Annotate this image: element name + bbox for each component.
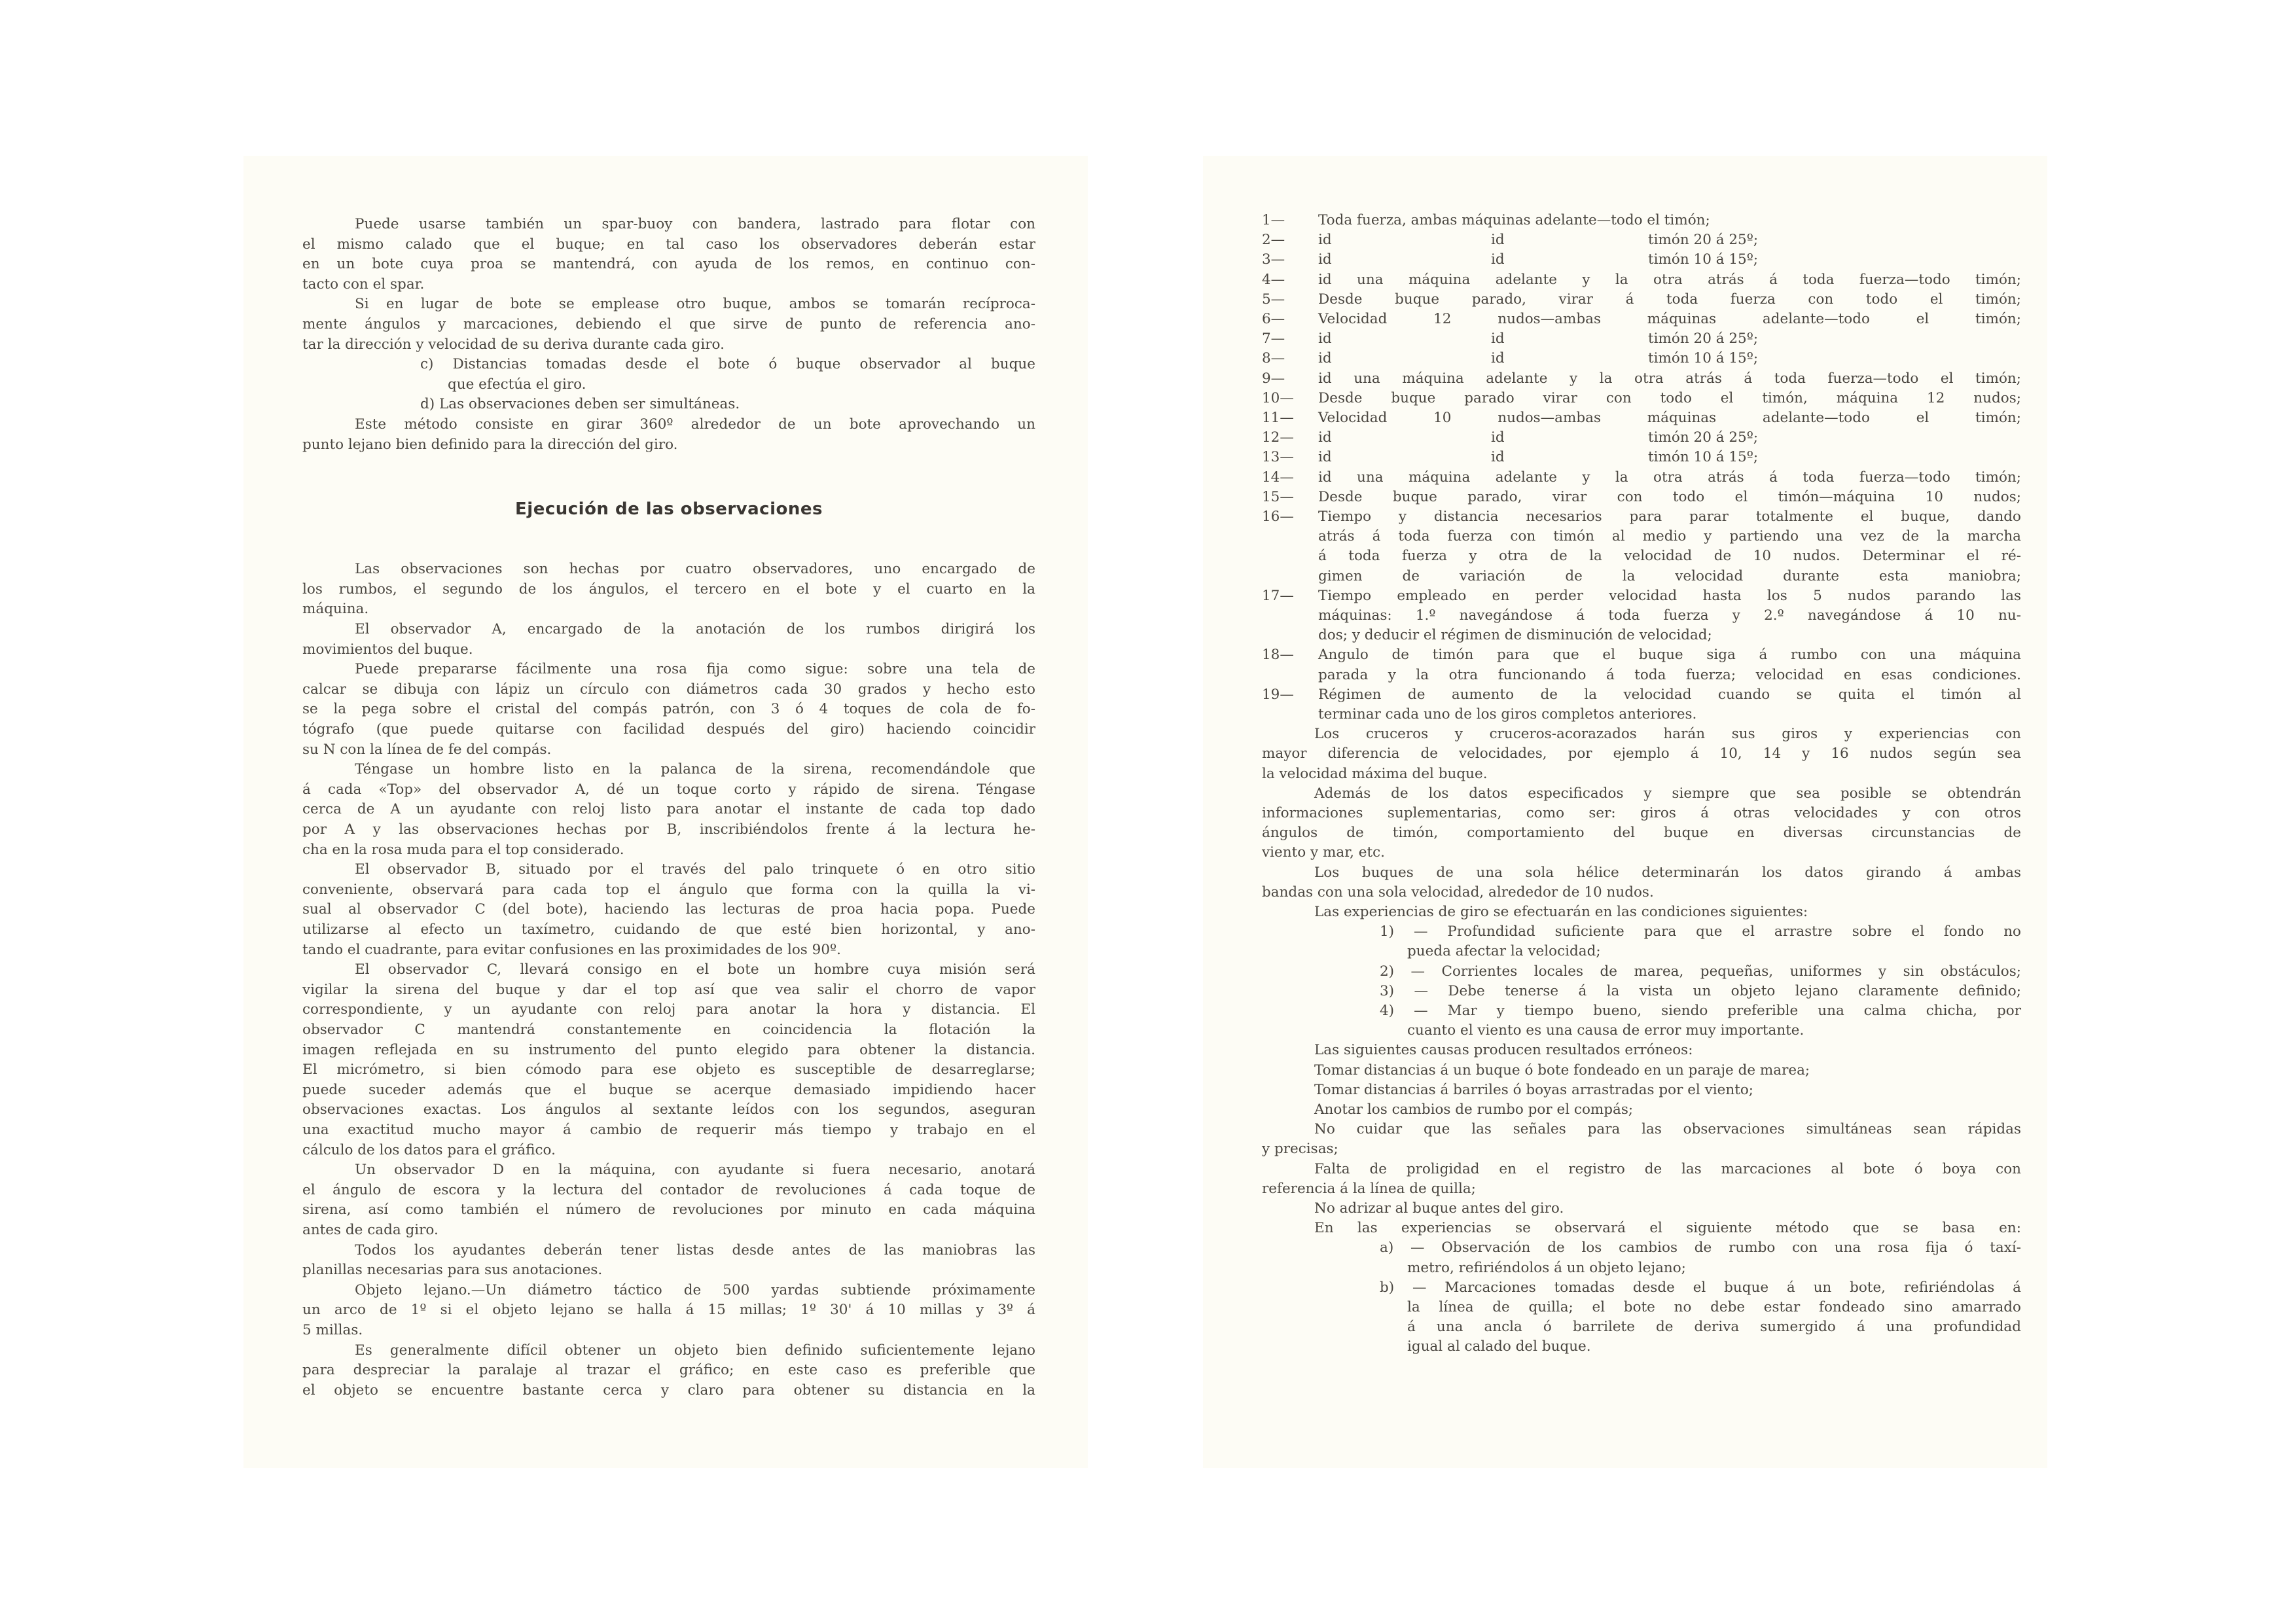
text-line: mente ángulos y marcaciones, debiendo el que sirve de punto de referencia ano- (302, 316, 1035, 332)
list-item (1262, 507, 2021, 527)
text-line: El observador C, llevará consigo en el bote un hombre cuya misión será (355, 961, 1035, 978)
item-text: á toda fuerza y otra de la velocidad de 10 nudos. Determinar el ré- (1318, 548, 2021, 565)
item-number: 11— (1262, 410, 1294, 426)
list-item (1262, 349, 2021, 368)
text-line: Téngase un hombre listo en la palanca de la sirena, recomendándole que (355, 761, 1035, 778)
text-line: 3) — Debe tenerse á la vista un objeto lejano claramente definido; (1380, 982, 2021, 999)
text-line: Todos los ayudantes deberán tener listas desde antes de las maniobras las (355, 1241, 1035, 1258)
item-text: id una máquina adelante y la otra atrás á toda fuerza—todo timón; (1318, 469, 2021, 486)
item-number: 7— (1262, 330, 1285, 348)
item-text: Angulo de timón para que el buque siga á rumbo con una máquina (1318, 647, 2021, 664)
list-item (1262, 428, 2021, 448)
text-line: la velocidad máxima del buque. (1262, 765, 1488, 782)
text-line: antes de cada giro. (302, 1222, 439, 1238)
item-text: id (1318, 350, 1332, 367)
item-number: 12— (1262, 429, 1294, 446)
text-line: Si en lugar de bote se emplease otro buque, ambos se tomarán recíproca- (355, 296, 1035, 313)
item-number: 4— (1262, 271, 1285, 288)
text-line: c) Distancias tomadas desde el bote ó buque observador al buque (420, 356, 1035, 373)
list-item (1262, 250, 2021, 270)
text-line: referencia á la línea de quilla; (1262, 1180, 1476, 1197)
list-item (1262, 408, 2021, 428)
text-line: vigilar la sirena del buque y dar el top así que vea salir el chorro de vapor (302, 981, 1035, 998)
text-line: puede suceder además que el buque se acerque demasiado impidiendo hacer (302, 1081, 1035, 1098)
item-rudder: timón 20 á 25º; (1648, 330, 1759, 348)
list-item (1262, 666, 2021, 685)
text-line: Los cruceros y cruceros-acorazados harán sus giros y experiencias con (1314, 726, 2021, 743)
text-line: en un bote cuya proa se mantendrá, con ayuda de los remos, en continuo con- (302, 256, 1035, 273)
left-page (243, 156, 1088, 1468)
list-item (1262, 606, 2021, 626)
text-line: la línea de quilla; el bote no debe estar fondeado sino amarrado (1407, 1299, 2021, 1315)
list-item (1262, 546, 2021, 566)
text-line: viento y mar, etc. (1262, 844, 1386, 861)
item-text: id una máquina adelante y la otra atrás á toda fuerza—todo timón; (1318, 271, 2021, 288)
item-text: Tiempo empleado en perder velocidad hasta los 5 nudos parando las (1318, 587, 2021, 604)
item-number: 15— (1262, 488, 1294, 505)
item-rudder: timón 10 á 15º; (1648, 251, 1759, 268)
list-item (1262, 586, 2021, 606)
text-line: pueda afectar la velocidad; (1407, 943, 1601, 960)
text-line: cha en la rosa muda para el top considerado. (302, 841, 624, 858)
item-ditto: id (1491, 350, 1505, 367)
item-rudder: timón 10 á 15º; (1648, 350, 1759, 367)
item-text: id (1318, 429, 1332, 446)
list-item (1262, 567, 2021, 586)
text-line: á cada «Top» del observador A, dé un toque corto y rápido de sirena. Téngase (302, 781, 1035, 798)
item-number: 17— (1262, 587, 1294, 604)
list-item (1262, 211, 2021, 230)
item-text: id (1318, 449, 1332, 466)
item-text: Desde buque parado, virar á toda fuerza con todo el timón; (1318, 291, 2021, 308)
text-line: Es generalmente difícil obtener un objeto bien definido suficientemente lejano (355, 1342, 1035, 1359)
text-line: calcar se dibuja con lápiz un círculo con diámetros cada 30 grados y hecho esto (302, 681, 1035, 698)
text-line: y precisas; (1262, 1141, 1338, 1158)
item-text: parada y la otra funcionando á toda fuerza; velocidad en esas condiciones. (1318, 666, 2021, 683)
text-line: Las observaciones son hechas por cuatro observadores, uno encargado de (355, 561, 1035, 578)
item-number: 19— (1262, 686, 1294, 703)
text-line: informaciones suplementarias, como ser: giros á otras velocidades y con otros (1262, 805, 2021, 821)
item-text: id una máquina adelante y la otra atrás á toda fuerza—todo el timón; (1318, 370, 2021, 387)
item-number: 6— (1262, 311, 1285, 327)
text-line: tógrafo (que puede quitarse con facilidad después del giro) haciendo coincidir (302, 721, 1035, 738)
text-line: El observador B, situado por el través del palo trinquete ó en otro sitio (355, 861, 1035, 878)
item-ditto: id (1491, 232, 1505, 249)
text-line: Tomar distancias á barriles ó boyas arrastradas por el viento; (1314, 1081, 1754, 1098)
item-ditto: id (1491, 429, 1505, 446)
text-line: Objeto lejano.—Un diámetro táctico de 500 yardas subtiende próximamente (355, 1281, 1035, 1298)
item-number: 9— (1262, 370, 1285, 387)
item-number: 8— (1262, 350, 1285, 367)
item-text: Velocidad 12 nudos—ambas máquinas adelante—todo el timón; (1318, 311, 2021, 327)
text-line: El micrómetro, si bien cómodo para ese objeto es susceptible de desarreglarse; (302, 1061, 1035, 1079)
text-line: utilizarse al efecto un taxímetro, cuidando de que esté bien horizontal, y ano- (302, 921, 1035, 938)
item-number: 5— (1262, 291, 1285, 308)
list-item (1262, 448, 2021, 467)
item-text: id (1318, 232, 1332, 249)
list-item (1262, 230, 2021, 250)
list-item (1262, 527, 2021, 546)
list-item (1262, 270, 2021, 290)
text-line: metro, refiriéndolos á un objeto lejano; (1407, 1259, 1686, 1276)
text-line: cálculo de los datos para el gráfico. (302, 1141, 556, 1158)
item-text: Toda fuerza, ambas máquinas adelante—todo el timón; (1318, 212, 1710, 228)
item-ditto: id (1491, 251, 1505, 268)
item-number: 2— (1262, 232, 1285, 249)
text-line: sual al observador C (del bote), haciendo las lecturas de proa hacia popa. Puede (302, 901, 1035, 918)
list-item (1262, 329, 2021, 349)
item-ditto: id (1491, 449, 1505, 466)
list-item (1262, 468, 2021, 488)
item-number: 10— (1262, 389, 1294, 406)
text-line: Un observador D en la máquina, con ayudante si fuera necesario, anotará (355, 1162, 1035, 1179)
text-line: á una ancla ó barrilete de deriva sumergido á una profundidad (1407, 1319, 2021, 1336)
text-line: movimientos del buque. (302, 641, 473, 658)
text-line: se la pega sobre el cristal del compás patrón, con 3 ó 4 toques de cola de fo- (302, 701, 1035, 718)
text-line: el mismo calado que el buque; en tal caso los observadores deberán estar (302, 236, 1035, 253)
item-text: Desde buque parado virar con todo el timón, máquina 12 nudos; (1318, 389, 2021, 406)
text-line: igual al calado del buque. (1407, 1338, 1591, 1355)
text-line: 5 millas. (302, 1322, 363, 1338)
text-line: los rumbos, el segundo de los ángulos, el tercero en el bote y el cuarto en la (302, 580, 1035, 597)
text-line: tacto con el spar. (302, 276, 425, 293)
item-text: Tiempo y distancia necesarios para parar totalmente el buque, dando (1318, 508, 2021, 525)
text-line: El observador A, encargado de la anotación de los rumbos dirigirá los (355, 621, 1035, 637)
text-line: correspondiente, y un ayudante con reloj para anotar la hora y distancia. El (302, 1001, 1035, 1018)
text-line: observaciones exactas. Los ángulos al sextante leídos con los segundos, aseguran (302, 1101, 1035, 1118)
list-item (1262, 389, 2021, 408)
item-number: 13— (1262, 449, 1294, 466)
list-item (1262, 290, 2021, 310)
text-line: b) — Marcaciones tomadas desde el buque á un bote, refiriéndolas á (1380, 1279, 2021, 1296)
text-line: conveniente, observará para cada top el ángulo que forma con la quilla la vi- (302, 881, 1035, 898)
item-number: 16— (1262, 508, 1294, 525)
item-number: 3— (1262, 251, 1285, 268)
item-rudder: timón 10 á 15º; (1648, 449, 1759, 466)
item-text: id (1318, 330, 1332, 348)
section-heading: Ejecución de las observaciones (515, 499, 823, 520)
text-line: Tomar distancias á un buque ó bote fondeado en un paraje de marea; (1314, 1061, 1810, 1079)
list-item (1262, 369, 2021, 389)
text-line: que efectúa el giro. (448, 376, 586, 393)
text-line: cuanto el viento es una causa de error muy importante. (1407, 1022, 1804, 1039)
item-number: 18— (1262, 647, 1294, 664)
text-line: 1) — Profundidad suficiente para que el arrastre sobre el fondo no (1380, 923, 2021, 940)
item-text: máquinas: 1.º navegándose á toda fuerza y 2.º navegándose á 10 nu- (1318, 607, 2021, 624)
text-line: No adrizar al buque antes del giro. (1314, 1200, 1564, 1217)
right-page (1203, 156, 2047, 1468)
text-line: a) — Observación de los cambios de rumbo con una rosa fija ó taxí- (1380, 1240, 2021, 1257)
list-item (1262, 685, 2021, 705)
text-line: bandas con una sola velocidad, alrededor de 10 nudos. (1262, 883, 1654, 901)
item-rudder: timón 20 á 25º; (1648, 429, 1759, 446)
text-line: el objeto se encuentre bastante cerca y claro para obtener su distancia en la (302, 1382, 1035, 1399)
text-line: 4) — Mar y tiempo bueno, siendo preferible una calma chicha, por (1380, 1003, 2021, 1019)
list-item (1262, 488, 2021, 507)
list-item (1262, 705, 2021, 724)
text-line: Las siguientes causas producen resultados erróneos: (1314, 1042, 1693, 1059)
text-line: mayor diferencia de velocidades, por ejemplo á 10, 14 y 16 nudos según sea (1262, 745, 2021, 762)
text-line: sirena, así como también el número de revoluciones por minuto en cada máquina (302, 1202, 1035, 1219)
text-line: d) Las observaciones deben ser simultáneas. (420, 396, 740, 413)
item-text: Régimen de aumento de la velocidad cuando se quita el timón al (1318, 686, 2021, 703)
list-item (1262, 645, 2021, 665)
item-text: dos; y deducir el régimen de disminución de velocidad; (1318, 627, 1712, 644)
text-line: planillas necesarias para sus anotaciones. (302, 1262, 603, 1279)
item-text: Desde buque parado, virar con todo el timón—máquina 10 nudos; (1318, 488, 2021, 505)
item-text: terminar cada uno de los giros completos anteriores. (1318, 706, 1697, 722)
text-line: tando el cuadrante, para evitar confusiones en las proximidades de los 90º. (302, 941, 841, 958)
text-line: máquina. (302, 601, 369, 618)
text-line: cerca de A un ayudante con reloj listo para anotar el instante de cada top dado (302, 801, 1035, 818)
text-line: tar la dirección y velocidad de su deriva durante cada giro. (302, 336, 725, 353)
item-ditto: id (1491, 330, 1505, 348)
text-line: el ángulo de escora y la lectura del contador de revoluciones á cada toque de (302, 1181, 1035, 1198)
text-line: punto lejano bien definido para la dirección del giro. (302, 436, 678, 453)
text-line: por A y las observaciones hechas por B, inscribiéndolos frente á la lectura he- (302, 821, 1035, 838)
item-text: id (1318, 251, 1332, 268)
item-number: 14— (1262, 469, 1294, 486)
text-line: imagen reflejada en su instrumento del punto elegido para obtener la distancia. (302, 1041, 1035, 1058)
text-line: 2) — Corrientes locales de marea, pequeñas, uniformes y sin obstáculos; (1380, 963, 2021, 980)
text-line: No cuidar que las señales para las observaciones simultáneas sean rápidas (1314, 1121, 2021, 1138)
text-line: observador C mantendrá constantemente en coincidencia la flotación la (302, 1022, 1035, 1038)
text-line: ángulos de timón, comportamiento del buque en diversas circunstancias de (1262, 825, 2021, 842)
item-text: gimen de variación de la velocidad durante esta maniobra; (1318, 567, 2021, 584)
text-line: Falta de proligidad en el registro de las marcaciones al bote ó boya con (1314, 1160, 2021, 1177)
text-line: Además de los datos especificados y siempre que sea posible se obtendrán (1314, 785, 2021, 802)
text-line: Puede prepararse fácilmente una rosa fija como sigue: sobre una tela de (355, 661, 1035, 678)
list-item (1262, 310, 2021, 329)
text-line: Puede usarse también un spar-buoy con bandera, lastrado para flotar con (355, 216, 1035, 232)
text-line: Las experiencias de giro se efectuarán en las condiciones siguientes: (1314, 904, 1808, 920)
item-text: Velocidad 10 nudos—ambas máquinas adelante—todo el timón; (1318, 410, 2021, 426)
text-line: su N con la línea de fe del compás. (302, 741, 552, 758)
text-line: para despreciar la paralaje al trazar el gráfico; en este caso es preferible que (302, 1362, 1035, 1379)
text-line: Este método consiste en girar 360º alrededor de un bote aprovechando un (355, 416, 1035, 433)
text-line: Anotar los cambios de rumbo por el compás; (1314, 1101, 1634, 1118)
item-number: 1— (1262, 212, 1285, 228)
item-rudder: timón 20 á 25º; (1648, 232, 1759, 249)
text-line: Los buques de una sola hélice determinarán los datos girando á ambas (1314, 864, 2021, 881)
item-text: atrás á toda fuerza con timón al medio y partiendo una vez de la marcha (1318, 528, 2021, 545)
text-line: una exactitud mucho mayor á cambio de requerir más tiempo y trabajo en el (302, 1122, 1035, 1138)
text-line: un arco de 1º si el objeto lejano se halla á 15 millas; 1º 30' á 10 millas y 3º á (302, 1302, 1035, 1319)
text-line: En las experiencias se observará el siguiente método que se basa en: (1314, 1220, 2021, 1237)
list-item (1262, 626, 2021, 645)
